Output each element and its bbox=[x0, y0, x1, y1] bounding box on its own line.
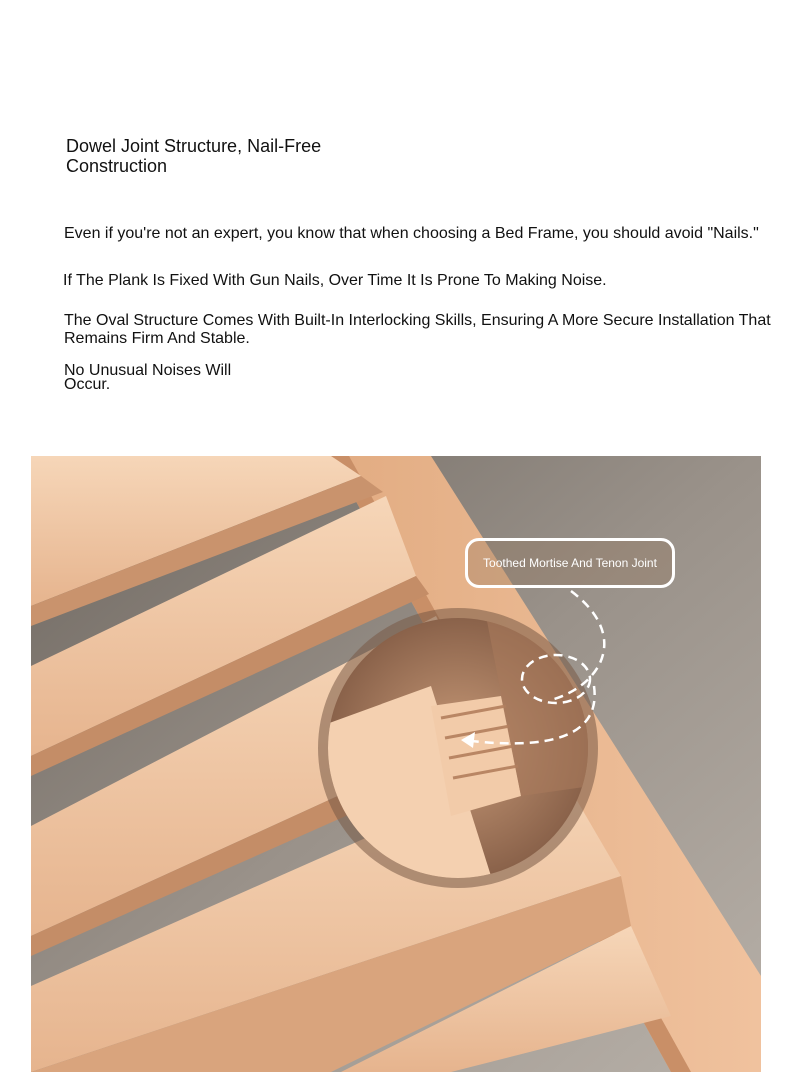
oval-structure-paragraph: The Oval Structure Comes With Built-In Interlocking Skills, Ensuring A More Secure Installation That Remains Firm And Stable. bbox=[64, 312, 771, 347]
gun-nails-paragraph: If The Plank Is Fixed With Gun Nails, Over Time It Is Prone To Making Noise. bbox=[63, 272, 607, 289]
joint-callout-badge: Toothed Mortise And Tenon Joint bbox=[465, 538, 675, 588]
bed-slat-joint-photo bbox=[31, 456, 761, 1072]
page-title: Dowel Joint Structure, Nail-Free Construction bbox=[66, 136, 322, 176]
intro-paragraph: Even if you're not an expert, you know that when choosing a Bed Frame, you should avoid "Nails." bbox=[64, 225, 759, 242]
no-noise-paragraph: No Unusual Noises Will Occur. bbox=[64, 362, 232, 393]
